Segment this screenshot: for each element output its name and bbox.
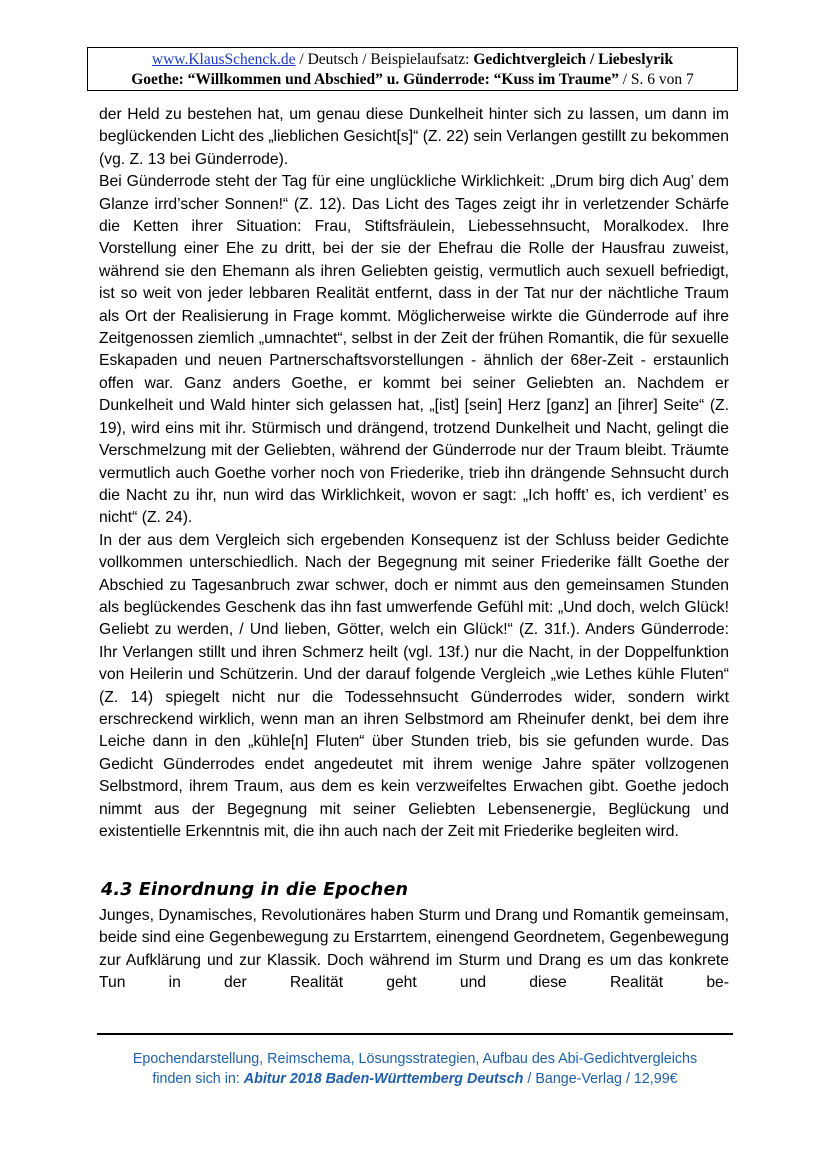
footer-line-1: Epochendarstellung, Reimschema, Lösungsstrategien, Aufbau des Abi-Gedichtvergleichs bbox=[132, 1051, 698, 1067]
page-header bbox=[87, 47, 738, 91]
paragraph: der Held zu bestehen hat, um genau diese Dunkelheit hinter sich zu lassen, um dann im beglückenden Licht des „lieblichen Gesicht[s]“ (Z. 22) sein Verlangen gestillt zu bekommen (vg. Z. 13 bei Günderrode). bbox=[99, 106, 729, 168]
section-text bbox=[99, 905, 729, 995]
body-text bbox=[99, 104, 729, 843]
header-line-2 bbox=[88, 70, 737, 90]
paragraph: In der aus dem Vergleich sich ergebenden Konsequenz ist der Schluss beider Gedichte vollkommen unterschiedlich. Nach der Begegnung mit seiner Friederike fällt Goethe der Abschied zu Tagesanbruch zwar schwer, doch er nimmt aus den gemeinsamen Stunden als beglückendes Geschenk das ihn fast umwerfende Gefühl mit: „Und doch, welch Glück! Geliebt zu werden, / Und lieben, Götter, welch ein Glück!“ (Z. 31f.). Anders Günderrode: Ihr Verlangen stillt und ihren Schmerz heilt (vgl. 13f.) nur die Nacht, in der Doppelfunktion von Heilerin und Schützerin. Und der darauf folgende Vergleich „wie Lethes kühle Fluten“ (Z. 14) spiegelt nicht nur die Todessehnsucht Günderrodes wider, sondern wirkt erschreckend wirklich, wenn man an ihren Selbstmord am Rheinufer denkt, bei dem ihre Leiche dann in den „kühle[n] Fluten“ über Stunden trieb, bis sie gefunden wurde. Das Gedicht Günderrodes endet angedeutet mit ihrem wenige Jahre später vollzogenen Selbstmord, ihrem Traum, aus dem es kein verzweifeltes Erwachen gibt. Goethe jedoch nimmt aus der Begegnung mit seiner Geliebten Lebensenergie, Beglückung und existentielle Erkenntnis mit, die ihn auch nach der Zeit mit Friederike begleiten wird. bbox=[99, 531, 729, 840]
site-link[interactable]: www.KlausSchenck.de bbox=[151, 51, 296, 68]
header-topic: Gedichtvergleich / Liebeslyrik bbox=[473, 51, 674, 68]
header-title: Goethe: “Willkommen und Abschied” u. Günderrode: “Kuss im Traume” bbox=[131, 71, 619, 88]
footer-line-2 bbox=[97, 1069, 733, 1089]
page-footer bbox=[97, 1049, 733, 1089]
paragraph: Bei Günderrode steht der Tag für eine unglückliche Wirklichkeit: „Drum birg dich Aug’ dem Glanze irrd’scher Sonnen!“ (Z. 12). Das Licht des Tages zeigt ihr in verletzender Schärfe die Ketten ihrer Situation: Frau, Stiftsfräulein, Liebessehnsucht, Moralkodex. Ihre Vorstellung einer Ehe zu dritt, bei der sie der Ehefrau die Rolle der Hausfrau zuweist, während sie den Ehemann als ihren Geliebten geistig, vermutlich auch sexuell befriedigt, ist so weit von jeder lebbaren Realität entfernt, dass in der Tat nur der nächtliche Traum als Ort der Realisierung in Frage kommt. Möglicherweise wirkte die Günderrode auf ihre Zeitgenossen ziemlich „umnachtet“, selbst in der Zeit der frühen Romantik, die für sexuelle Eskapaden und neuen Partnerschaftsvorstellungen - ähnlich der 68er-Zeit - erstaunlich offen war. Ganz anders Goethe, er kommt bei seiner Geliebten an. Nachdem er Dunkelheit und Wald hinter sich gelassen hat, „[ist] [sein] Herz [ganz] an [ihrer] Seite“ (Z. 19), wird eins mit ihr. Stürmisch und drängend, trotzend Dunkelheit und Nacht, gelingt die Verschmelzung mit der Geliebten, während der Günderrode nur der Traum bleibt. Träumte vermutlich auch Goethe vorher noch von Friederike, trieb ihn drängende Sehnsucht durch die Nacht zu ihr, nun wird das Wirklichkeit, wovon er sagt: „Ich hofft’ es, ich verdient’ es nicht“ (Z. 24). bbox=[99, 173, 729, 527]
section-heading: 4.3 Einordnung in die Epochen bbox=[101, 880, 409, 900]
footer-publisher: / Bange-Verlag / 12,99€ bbox=[523, 1071, 678, 1087]
footer-divider bbox=[97, 1033, 733, 1035]
header-line-1 bbox=[88, 50, 737, 70]
footer-prefix: finden sich in: bbox=[152, 1071, 244, 1087]
footer-book-title: Abitur 2018 Baden-Württemberg Deutsch bbox=[243, 1071, 524, 1087]
page-number: / S. 6 von 7 bbox=[618, 71, 694, 88]
header-breadcrumb: / Deutsch / Beispielaufsatz: bbox=[295, 51, 474, 68]
paragraph: Junges, Dynamisches, Revolutionäres haben Sturm und Drang und Romantik gemeinsam, beide sind eine Gegenbewegung zu Erstarrtem, einengend Geordnetem, Gegenbewegung zur Aufklärung und zur Klassik. Doch während im Sturm und Drang es um das konkrete Tun in der Realität geht und diese Realität be- bbox=[99, 907, 729, 992]
